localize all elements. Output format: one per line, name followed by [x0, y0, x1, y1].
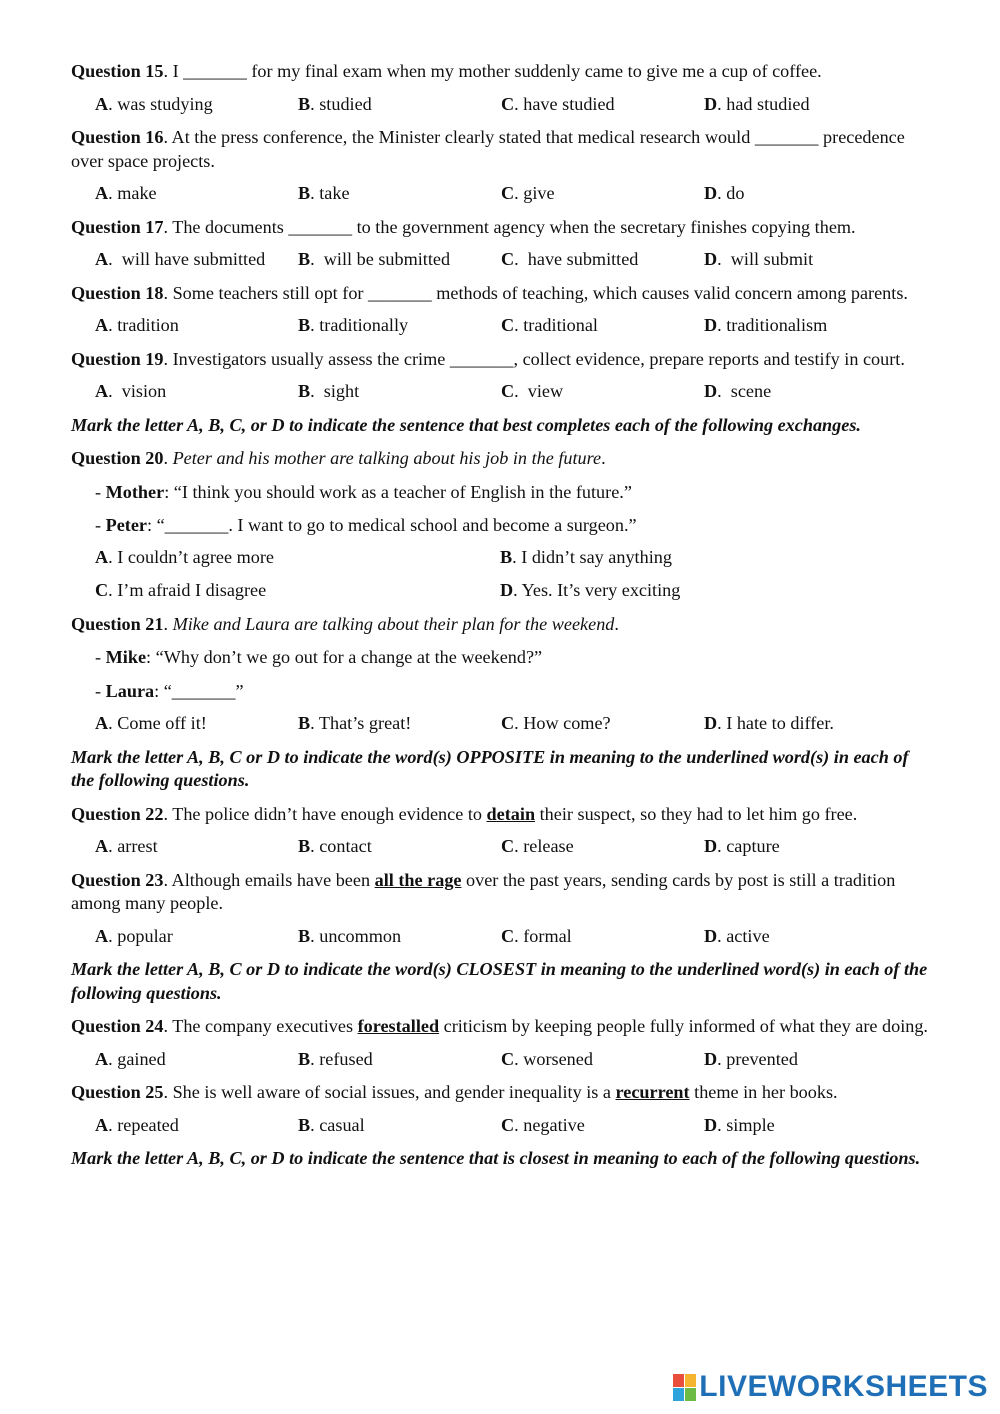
option-d[interactable]: D. traditionalism	[704, 315, 828, 335]
option-c[interactable]: C. release	[501, 836, 574, 856]
option-d[interactable]: D. active	[704, 925, 770, 946]
option-c[interactable]: C. traditional	[501, 315, 598, 335]
options-19	[95, 380, 931, 404]
option-b[interactable]: B. take	[298, 183, 350, 203]
question-25: Question 25. She is well aware of social issues, and gender inequality is a recurrent theme in her books.	[71, 1082, 838, 1102]
option-b[interactable]: B. will be submitted	[298, 249, 451, 269]
question-21: Question 21. Mike and Laura are talking about their plan for the weekend.	[71, 613, 619, 634]
question-23: Question 23. Although emails have been all the rage over the past years, sending cards by post is still a tradition among many people.	[71, 869, 896, 913]
option-a[interactable]: A. I couldn’t agree more	[95, 546, 274, 567]
option-b[interactable]: B. casual	[298, 1114, 365, 1135]
dialogue-line-laura: - Laura: “_______”	[95, 680, 244, 701]
options-16	[95, 182, 931, 206]
option-a[interactable]: A. repeated	[95, 1114, 179, 1135]
liveworksheets-brand[interactable]	[673, 1370, 988, 1404]
options-22	[95, 835, 931, 859]
options-17	[95, 248, 931, 272]
underlined-word: forestalled	[357, 1016, 440, 1036]
option-d[interactable]: D. do	[704, 183, 745, 203]
underlined-word: recurrent	[615, 1082, 690, 1102]
option-a[interactable]: A. arrest	[95, 836, 158, 856]
option-c[interactable]: C. formal	[501, 925, 572, 946]
question-22: Question 22. The police didn’t have enough evidence to detain their suspect, so they had to let him go free.	[71, 803, 858, 824]
dialogue-line-mother: - Mother: “I think you should work as a teacher of English in the future.”	[95, 481, 632, 502]
instruction-exchanges: Mark the letter A, B, C, or D to indicate the sentence that best completes each of the following exchanges.	[71, 414, 861, 435]
option-c[interactable]: C. have submitted	[501, 249, 639, 269]
option-c[interactable]: C. How come?	[501, 713, 611, 733]
option-c[interactable]: C. I’m afraid I disagree	[95, 580, 267, 600]
question-16: Question 16. At the press conference, the Minister clearly stated that medical research would _______ precedence over space projects.	[71, 127, 905, 171]
option-b[interactable]: B. studied	[298, 93, 372, 114]
option-d[interactable]: D. scene	[704, 381, 772, 401]
option-a[interactable]: A. make	[95, 183, 157, 203]
option-d[interactable]: D. had studied	[704, 93, 810, 114]
option-d[interactable]: D. simple	[704, 1114, 775, 1135]
options-15	[95, 93, 931, 117]
options-18	[95, 314, 931, 338]
options-25	[95, 1114, 931, 1138]
option-b[interactable]: B. refused	[298, 1048, 373, 1069]
option-b[interactable]: B. That’s great!	[298, 713, 412, 733]
option-a[interactable]: A. was studying	[95, 93, 213, 114]
option-c[interactable]: C. worsened	[501, 1048, 593, 1069]
worksheet-page	[71, 60, 931, 1181]
options-21	[95, 712, 931, 736]
underlined-word: detain	[486, 803, 536, 824]
option-c[interactable]: C. have studied	[501, 93, 615, 114]
option-b[interactable]: B. traditionally	[298, 315, 409, 335]
option-d[interactable]: D. prevented	[704, 1048, 798, 1069]
option-a[interactable]: A. Come off it!	[95, 713, 207, 733]
option-b[interactable]: B. uncommon	[298, 925, 402, 946]
option-d[interactable]: D. capture	[704, 836, 780, 856]
underlined-word: all the rage	[374, 869, 462, 890]
instruction-opposite: Mark the letter A, B, C or D to indicate the word(s) OPPOSITE in meaning to the underlined word(s) in each of the following questions.	[71, 746, 909, 790]
dialogue-line-mike: - Mike: “Why don’t we go out for a change at the weekend?”	[95, 647, 543, 667]
instruction-closest-sentence: Mark the letter A, B, C, or D to indicate the sentence that is closest in meaning to each of the following questions.	[71, 1148, 921, 1168]
question-20: Question 20. Peter and his mother are talking about his job in the future.	[71, 448, 606, 468]
option-d[interactable]: D. I hate to differ.	[704, 713, 834, 733]
option-c[interactable]: C. give	[501, 183, 555, 203]
dialogue-line-peter: - Peter: “_______. I want to go to medical school and become a surgeon.”	[95, 515, 637, 535]
option-b[interactable]: B. I didn’t say anything	[500, 546, 672, 567]
options-20	[95, 546, 931, 603]
question-17: Question 17. The documents _______ to the government agency when the secretary finishes copying them.	[71, 216, 856, 237]
options-24	[95, 1048, 931, 1072]
question-15: Question 15. I _______ for my final exam when my mother suddenly came to give me a cup of coffee.	[71, 61, 822, 81]
option-a[interactable]: A. vision	[95, 381, 167, 401]
option-b[interactable]: B. sight	[298, 381, 360, 401]
question-19: Question 19. Investigators usually assess the crime _______, collect evidence, prepare reports and testify in court.	[71, 348, 905, 369]
option-d[interactable]: D. will submit	[704, 249, 814, 269]
option-a[interactable]: A. popular	[95, 925, 173, 946]
question-24: Question 24. The company executives forestalled criticism by keeping people fully informed of what they are doing.	[71, 1016, 928, 1036]
options-23	[95, 925, 931, 949]
option-c[interactable]: C. negative	[501, 1114, 585, 1135]
option-a[interactable]: A. gained	[95, 1048, 166, 1069]
option-b[interactable]: B. contact	[298, 836, 372, 856]
option-a[interactable]: A. will have submitted	[95, 249, 266, 269]
brand-name: LIVEWORKSHEETS	[699, 1370, 988, 1404]
option-d[interactable]: D. Yes. It’s very exciting	[500, 580, 681, 600]
question-18: Question 18. Some teachers still opt for _______ methods of teaching, which causes valid concern among parents.	[71, 282, 908, 303]
instruction-closest: Mark the letter A, B, C or D to indicate the word(s) CLOSEST in meaning to the underlined word(s) in each of the following questions.	[71, 959, 928, 1003]
option-a[interactable]: A. tradition	[95, 315, 179, 335]
liveworksheets-logo-icon	[673, 1374, 695, 1400]
option-c[interactable]: C. view	[501, 381, 564, 401]
